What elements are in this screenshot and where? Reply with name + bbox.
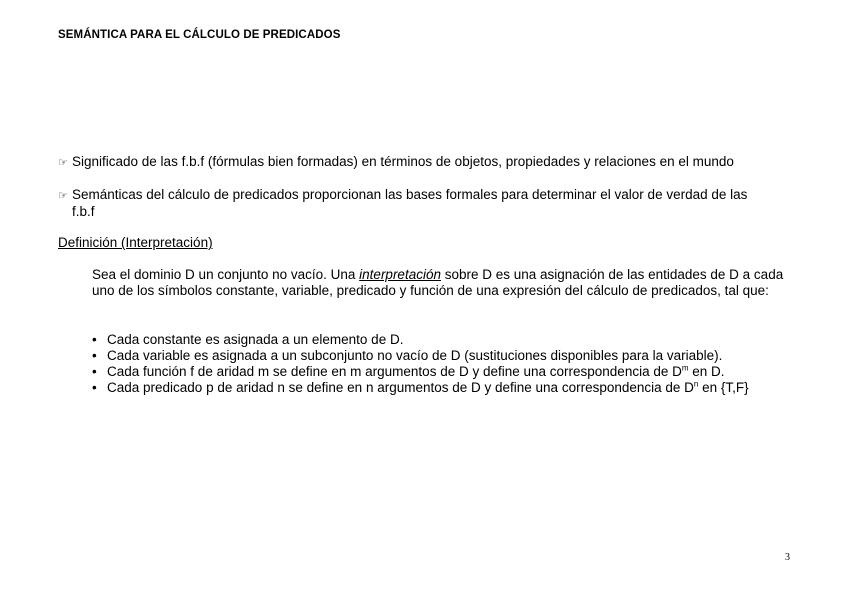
paragraph-meaning bbox=[58, 154, 798, 171]
list-item-text-end: en D. bbox=[688, 364, 725, 379]
superscript-n: n bbox=[693, 379, 699, 389]
definition-intro-after: sobre D es una asignación de las entidades de D a cada uno de los símbolos constante, variable, predicado y función de una expresión del cálculo de predicados, tal que: bbox=[92, 267, 784, 298]
list-item bbox=[92, 380, 812, 396]
definition-list bbox=[92, 332, 812, 396]
page-number: 3 bbox=[785, 552, 790, 563]
paragraph-semantics bbox=[58, 187, 798, 220]
list-item-text: Cada predicado p de aridad n se define en n argumentos de D y define una correspondencia de D bbox=[107, 380, 694, 395]
page-title: SEMÁNTICA PARA EL CÁLCULO DE PREDICADOS bbox=[58, 29, 341, 41]
list-item-text-end: en {T,F} bbox=[698, 380, 749, 395]
superscript-m: m bbox=[681, 363, 689, 373]
pointing-hand-icon: ☞ bbox=[58, 189, 68, 202]
list-item-text: Cada constante es asignada a un elemento de D. bbox=[107, 332, 404, 347]
definition-intro-emphasis: interpretación bbox=[359, 267, 441, 282]
list-item bbox=[92, 348, 812, 364]
list-item bbox=[92, 332, 812, 348]
list-item-text: Cada función f de aridad m se define en m argumentos de D y define una correspondencia de D bbox=[107, 364, 682, 379]
pointing-hand-icon: ☞ bbox=[58, 156, 68, 169]
definition-intro bbox=[92, 267, 792, 299]
paragraph-meaning-text: Significado de las f.b.f (fórmulas bien formadas) en términos de objetos, propiedades y relaciones en el mundo bbox=[72, 154, 734, 169]
list-item-text: Cada variable es asignada a un subconjunto no vacío de D (sustituciones disponibles para la variable). bbox=[107, 348, 723, 363]
definition-intro-before: Sea el dominio D un conjunto no vacío. Una bbox=[92, 267, 360, 282]
paragraph-semantics-line1: Semánticas del cálculo de predicados proporcionan las bases formales para determinar el valor de verdad de las bbox=[72, 187, 748, 202]
paragraph-semantics-line2: f.b.f bbox=[72, 204, 95, 219]
list-item bbox=[92, 364, 812, 380]
definition-heading: Definición (Interpretación) bbox=[58, 235, 213, 250]
